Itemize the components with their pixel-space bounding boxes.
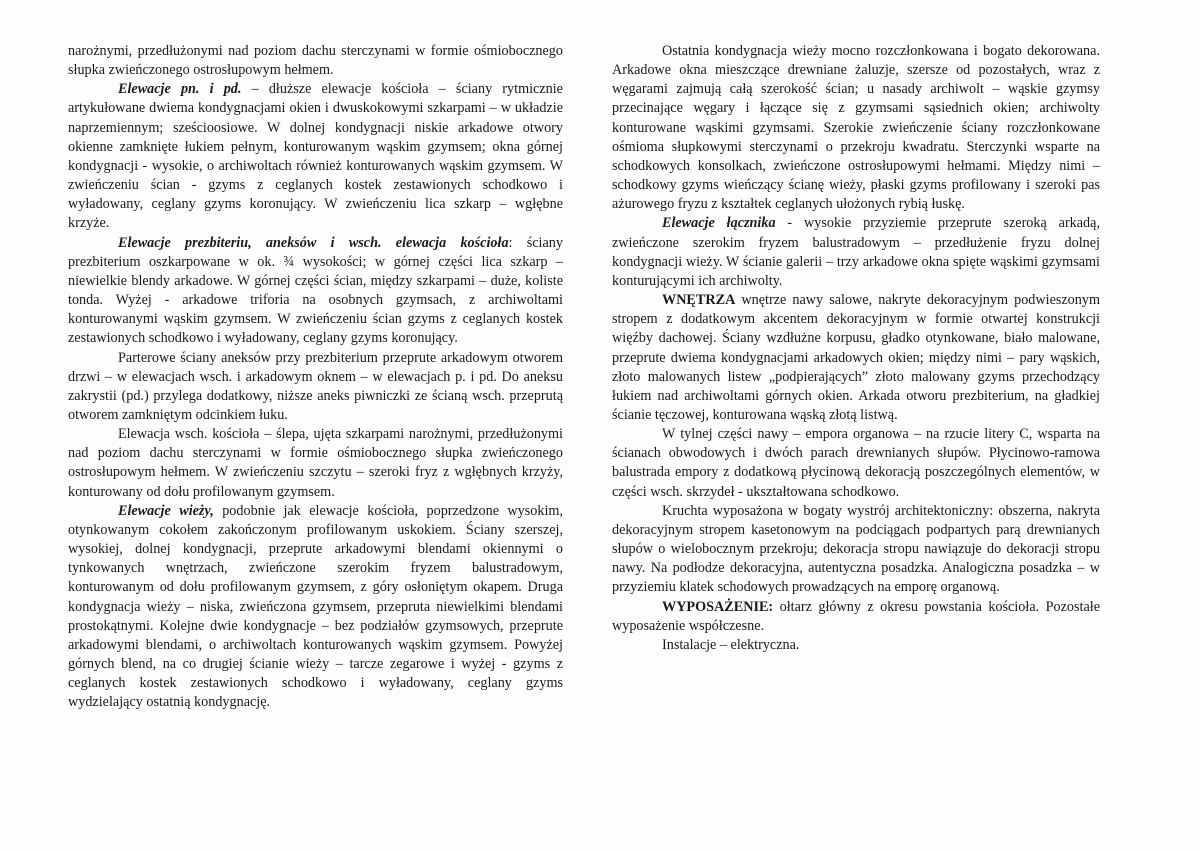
paragraph-text: Kruchta wyposażona w bogaty wystrój architektoniczny: obszerna, nakryta dekoracyjnym stropem kasetonowym na podciągach podpartych parą drewnianych słupów o wielobocznym przekroju; dekoracja stropu nawiązuje do dekoracji stropu nawy. Na podłodze dekoracyjna, autentyczna posadzka. Analogiczna posadzka – w przyziemiu klatek schodowych prowadzących na emporę organową. [612, 502, 1100, 596]
paragraph-text: Parterowe ściany aneksów przy prezbiterium przeprute arkadowym otworem drzwi – w elewacjach wsch. i arkadowym oknem – w elewacjach p. i pd. Do aneksu zakrystii (pd.) przylega dodatkowy, niższe aneks piwniczki ze ścianą wsch. przeprutą otworem zamkniętym odcinkiem łuku. [68, 349, 563, 423]
paragraph-text: narożnymi, przedłużonymi nad poziom dachu sterczynami w formie ośmiobocznego słupka zwieńczonego ostrosłupowym hełmem. [68, 43, 563, 79]
section-heading: WNĘTRZA [662, 292, 736, 309]
paragraph-text: Instalacje – elektryczna. [662, 636, 800, 653]
paragraph [68, 425, 563, 502]
paragraph [68, 42, 563, 80]
paragraph [612, 42, 1100, 214]
paragraph [612, 598, 1100, 636]
paragraph [68, 234, 563, 349]
paragraph-text: – dłuższe elewacje kościoła – ściany rytmicznie artykułowane dwiema kondygnacjami okien i dwuskokowymi szkarpami – w układzie naprzemiennym; sześcioosiowe. W dolnej kondygnacji niskie arkadowe otwory okienne zamknięte łukiem pełnym, konturowanym wąskim gzymsem; okna górnej kondygnacji - wysokie, o archiwoltach również konturowanych wąskim gzymsem. W zwieńczeniu ścian - gzyms z ceglanych kostek zestawionych schodkowo i wyładowany, ceglany gzyms koronujący. W zwieńczeniu lica szkarp – wgłębne krzyże. [68, 81, 563, 232]
paragraph-text: W tylnej części nawy – empora organowa – na rzucie litery C, wsparta na ścianach obwodowych i dwóch parach drewnianych słupów. Płycinowo-ramowa balustrada empory z dodatkową płycinową dekoracją poszczególnych elementów, w części wsch. skrzydeł - ukształtowana schodkowo. [612, 426, 1100, 500]
paragraph [68, 502, 563, 713]
paragraph-text: Elewacja wsch. kościoła – ślepa, ujęta szkarpami narożnymi, przedłużonymi nad poziom dachu sterczynami w formie ośmiobocznego słupka zwieńczonego ostrosłupowym hełmem. W zwieńczeniu szczytu – szeroki fryz z wgłębnych krzyży, konturowany od dołu profilowanym gzymsem. [68, 426, 563, 500]
paragraph [612, 636, 1100, 655]
section-heading: Elewacje wieży, [118, 502, 214, 519]
paragraph-text: ołtarz główny z okresu powstania kościoła. Pozostałe wyposażenie współczesne. [612, 598, 1100, 634]
section-heading: Elewacje łącznika [662, 215, 776, 232]
paragraph-text: - wysokie przyziemie przeprute szeroką arkadą, zwieńczone szerokim fryzem balustradowym – przedłużenie fryzu dolnej kondygnacji wieży. W ścianie galerii – trzy arkadowe okna spięte wąskimi gzymsami konturującymi ich archiwolty. [612, 215, 1100, 289]
paragraph [68, 80, 563, 233]
section-heading: Elewacje prezbiteriu, aneksów i wsch. elewacja kościoła [118, 234, 509, 251]
section-heading: WYPOSAŻENIE: [662, 598, 774, 615]
left-column [68, 42, 563, 712]
paragraph-text: Ostatnia kondygnacja wieży mocno rozczłonkowana i bogato dekorowana. Arkadowe okna mieszczące drewniane żaluzje, szersze od pozostałych, wraz z węgarami zajmują całą szerokość ścian; u nasady archiwolt – wąskie gzymsy przecinające węgary i łączące się z gzymsami sąsiednich okien; archiwolty konturowane wąskimi gzymsami. Szerokie zwieńczenie ściany rozczłonkowane ośmioma słupkowymi sterczynami o przekroju kwadratu. Sterczynki wsparte na schodkowych konsolkach, zwieńczone ostrosłupowymi hełmami. Między nimi – schodkowy gzyms wieńczący ścianę wieży, płaski gzyms profilowany i szeroki pas ażurowego fryzu z kształtek ceglanych ułożonych rybią łuskę. [612, 43, 1100, 213]
right-column [612, 42, 1100, 655]
section-heading: Elewacje pn. i pd. [118, 81, 242, 98]
paragraph [68, 349, 563, 426]
paragraph-text: wnętrze nawy salowe, nakryte dekoracyjnym podwieszonym stropem z dodatkowym akcentem dekoracyjnym w formie otwartej konstrukcji więźby dachowej. Ściany wzdłużne korpusu, gładko otynkowane, biało malowane, przeprute dwiema kondygnacjami arkadowych okien; między nimi – pary wąskich, złoto malowanych listew „podpierających” złoto malowany gzyms przechodzący łukiem nad archiwoltami górnych okien. Arkada otworu prezbiterium, na gładkiej ścianie tęczowej, konturowana wąską złotą listwą. [612, 292, 1100, 423]
paragraph [612, 214, 1100, 291]
paragraph [612, 291, 1100, 425]
paragraph-text: podobnie jak elewacje kościoła, poprzedzone wysokim, otynkowanym cokołem zakończonym profilowanym uskokiem. Ściany szerszej, wysokiej, dolnej kondygnacji, przeprute arkadowymi blendami okiennymi o tynkowanych wnętrzach, zwieńczone szerokim fryzem balustradowym, konturowanym od dołu profilowanym gzymsem, z góry osłoniętym okapem. Druga kondygnacja wieży – niska, zwieńczona gzymsem, przepruta niewielkimi blendami prostokątnymi. Kolejne dwie kondygnacje – bez podziałów gzymsowych, przeprute arkadowymi blendami, o archiwoltach konturowanych wąskim gzymsem. Powyżej górnych blend, na co drugiej ścianie wieży – tarcze zegarowe i wyżej - gzyms z ceglanych kostek zestawionych schodkowo i wyładowany, ceglany gzyms wydzielający ostatnią kondygnację. [68, 502, 564, 711]
paragraph [612, 502, 1100, 598]
paragraph-text: : ściany prezbiterium oszkarpowane w ok. ¾ wysokości; w górnej części lica szkarp – niewielkie blendy arkadowe. W górnej części ścian, między szkarpami – duże, koliste tonda. Wyżej - arkadowe triforia na osobnych gzymsach, z archiwoltami konturowanymi wąskim gzymsem. W zwieńczeniu ścian gzyms z ceglanych kostek zestawionych schodkowo i wyładowany, ceglany gzyms koronujący. [68, 234, 563, 347]
paragraph [612, 425, 1100, 502]
